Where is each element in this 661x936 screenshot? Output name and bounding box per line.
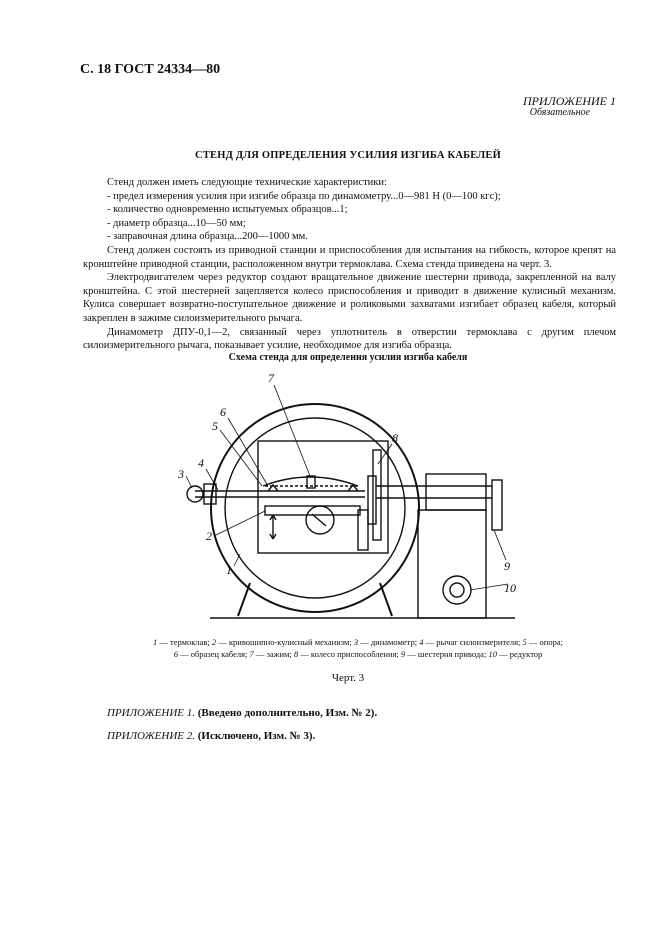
legend-num: 5	[522, 637, 527, 647]
figure-label-6: 6	[220, 405, 226, 419]
drive-gear	[492, 480, 502, 530]
figure-label-10: 10	[504, 581, 516, 595]
figure-label-7: 7	[268, 371, 274, 385]
note-text: (Введено дополнительно, Изм. № 2).	[197, 707, 378, 719]
legend-num: 7	[249, 649, 254, 659]
figure-label-3: 3	[178, 467, 184, 481]
paragraph: Стенд должен состоять из приводной станции и приспособления для испытания на гибкость, которое крепят на кронштейне приводной станции, расположенном внутри термоклава. Схема стенда приведена на черт. 3.	[83, 244, 616, 270]
leader-9	[494, 530, 506, 560]
spec-item: - диаметр образца...10—50 мм;	[107, 217, 246, 229]
thermoclave-inner-ring	[225, 418, 405, 598]
legend-item: — образец кабеля;	[177, 649, 250, 659]
stand-diagram-svg	[170, 368, 530, 630]
figure-label-9: 9	[504, 559, 510, 573]
device-wheel	[368, 476, 376, 524]
leg-left	[238, 583, 250, 616]
leader-4	[206, 469, 218, 490]
legend-num: 6	[173, 649, 178, 659]
paragraph: Динамометр ДПУ-0,1—2, связанный через уплотнитель в отверстии термоклава с другим плечом силоизмерительного рычага, показывает усилие, необходимое для изгиба образца.	[83, 326, 616, 352]
figure-label-4: 4	[198, 456, 204, 470]
side-block	[358, 510, 368, 550]
figure-label-1: 1	[226, 563, 232, 577]
legend-num: 2	[211, 637, 217, 647]
paragraph-intro: Стенд должен иметь следующие технические характеристики:	[107, 177, 387, 188]
spec-item: - количество одновременно испытуемых образцов...1;	[107, 204, 348, 216]
document-title: СТЕНД ДЛЯ ОПРЕДЕЛЕНИЯ УСИЛИЯ ИЗГИБА КАБЕЛЕЙ	[195, 150, 501, 161]
legend-item: — редуктор	[496, 649, 543, 659]
legend-item: — опора;	[526, 637, 563, 647]
appendix-status: Обязательное	[529, 107, 590, 118]
leader-8	[378, 444, 392, 464]
cable-sample	[263, 477, 358, 486]
drive-station	[426, 474, 486, 510]
device-wheel-gear	[373, 450, 381, 540]
legend-item: — динамометр;	[358, 637, 420, 647]
leader-10	[470, 584, 508, 590]
legend-item: — кривошипно-кулисный механизм;	[216, 637, 354, 647]
page-header: С. 18 ГОСТ 24334—80	[80, 62, 221, 77]
appendix-label: ПРИЛОЖЕНИЕ 1	[523, 94, 616, 108]
figure-label-2: 2	[206, 529, 212, 543]
note-appendix-1	[107, 707, 377, 719]
leader-3	[186, 476, 192, 488]
leader-7	[274, 385, 310, 476]
legend-item: — шестерня привода;	[405, 649, 489, 659]
spec-item: - предел измерения усилия при изгибе образца по динамометру...0—981 Н (0—100 кгс);	[107, 190, 501, 202]
reducer-housing	[418, 510, 486, 618]
figure-legend	[100, 636, 616, 660]
stand-diagram	[170, 368, 530, 630]
leader-5	[220, 430, 262, 486]
reducer-wheel-inner	[450, 583, 464, 597]
legend-num: 8	[293, 649, 299, 659]
spec-item: - заправочная длина образца...200—1000 мм.	[107, 231, 308, 243]
legend-num: 9	[400, 649, 406, 659]
figure-caption: Черт. 3	[331, 672, 365, 684]
note-appendix-2	[107, 730, 315, 742]
legend-num: 3	[353, 637, 359, 647]
legend-num: 10	[488, 649, 497, 659]
dynamometer-mount	[204, 484, 216, 504]
figure-label-8: 8	[392, 431, 398, 445]
legend-item: — термоклав;	[157, 637, 212, 647]
body-text	[83, 176, 616, 353]
leg-right	[380, 583, 392, 616]
scheme-title: Схема стенда для определения усилия изгиба кабеля	[228, 352, 468, 363]
legend-item: — колесо приспособления;	[298, 649, 401, 659]
crank-arm	[312, 514, 326, 526]
legend-num: 1	[153, 637, 158, 647]
paragraph: Электродвигателем через редуктор создают вращательное движение шестерни привода, закрепленной на валу кронштейна. С этой шестерней зацепляется колесо приспособления и приводит в движение кулисный механизм. Кулиса совершает возвратно-поступательное движение и роликовыми захватами изгибает образец кабеля, который закреплен в зажиме силоизмерительного рычага.	[83, 272, 616, 324]
note-text: (Исключено, Изм. № 3).	[197, 730, 316, 742]
dynamometer	[187, 486, 203, 502]
reducer-wheel-outer	[443, 576, 471, 604]
legend-num: 4	[419, 637, 424, 647]
legend-item: — зажим;	[253, 649, 294, 659]
leader-1	[234, 554, 240, 566]
legend-item: — рычаг силоизмерителя;	[423, 637, 523, 647]
note-label: ПРИЛОЖЕНИЕ 2.	[107, 730, 195, 742]
note-label: ПРИЛОЖЕНИЕ 1.	[107, 707, 195, 719]
figure-label-5: 5	[212, 419, 218, 433]
